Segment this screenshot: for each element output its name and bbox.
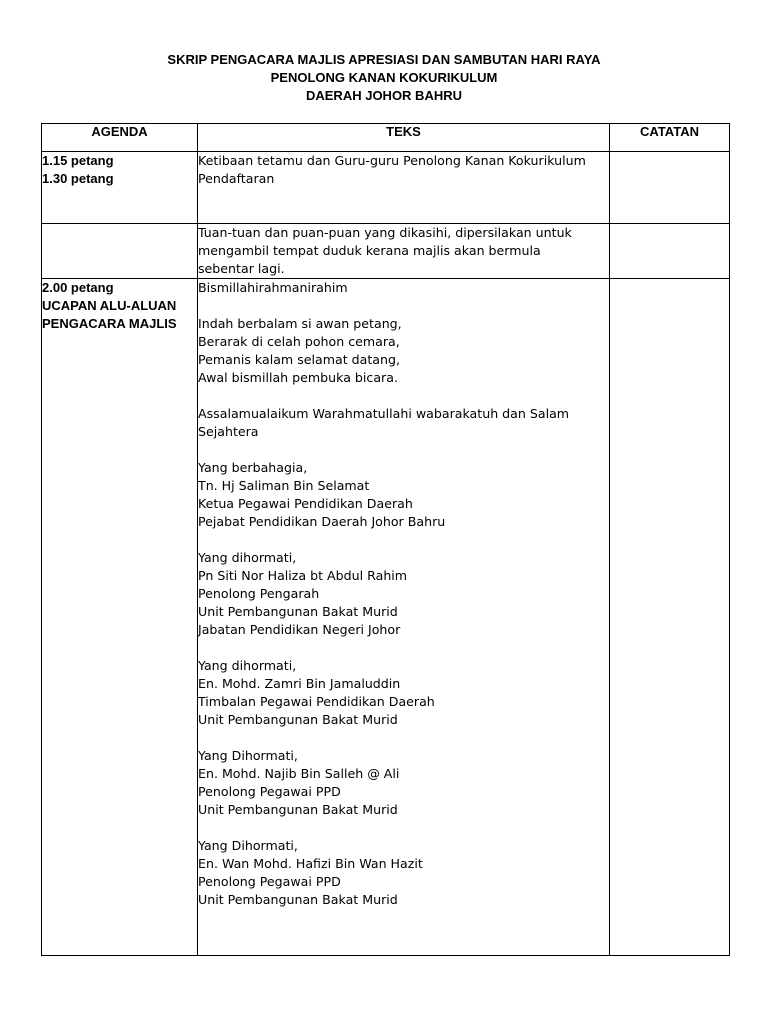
guest-line: Unit Pembangunan Bakat Murid [198,604,398,619]
document-title [0,51,768,105]
guest-line: Pn Siti Nor Haliza bt Abdul Rahim [198,568,408,583]
guest-block [198,747,609,819]
guest-line: En. Mohd. Najib Bin Salleh @ Ali [198,766,400,781]
agenda-time: 1.15 petang [42,153,114,168]
guest-block [198,549,609,639]
paragraph-gap [198,639,609,657]
catatan-cell [610,224,730,279]
teks-cell [198,279,610,956]
table-header-row [42,124,730,152]
pantun-verse [198,315,609,387]
paragraph-gap [198,387,609,405]
guest-line: Ketua Pegawai Pendidikan Daerah [198,496,413,511]
teks-line: mengambil tempat duduk kerana majlis akan bermula [198,243,541,258]
guest-block [198,657,609,729]
header-agenda: AGENDA [42,124,198,152]
guest-line: Pejabat Pendidikan Daerah Johor Bahru [198,514,446,529]
guest-line: Yang Dihormati, [198,838,298,853]
agenda-time: 1.30 petang [42,171,114,186]
guest-line: Yang Dihormati, [198,748,298,763]
table-row [42,279,730,956]
guest-line: Penolong Pegawai PPD [198,784,341,799]
guest-line: En. Wan Mohd. Hafizi Bin Wan Hazit [198,856,423,871]
guest-line: Timbalan Pegawai Pendidikan Daerah [198,694,435,709]
opening-line: Bismillahirahmanirahim [198,280,348,295]
paragraph-gap [198,441,609,459]
table-row [42,224,730,279]
guest-block [198,459,609,531]
guest-line: Yang dihormati, [198,550,297,565]
title-line-1: SKRIP PENGACARA MAJLIS APRESIASI DAN SAMBUTAN HARI RAYA [167,52,601,67]
salam-greeting [198,405,609,441]
paragraph-gap [198,729,609,747]
teks-cell [198,152,610,224]
guest-line: Unit Pembangunan Bakat Murid [198,712,398,727]
catatan-cell [610,152,730,224]
catatan-cell [610,279,730,956]
teks-line: Pendaftaran [198,171,275,186]
guest-line: Penolong Pengarah [198,586,320,601]
guest-line: Unit Pembangunan Bakat Murid [198,892,398,907]
guest-line: En. Mohd. Zamri Bin Jamaluddin [198,676,401,691]
guest-line: Tn. Hj Saliman Bin Selamat [198,478,370,493]
agenda-item: PENGACARA MAJLIS [42,316,177,331]
teks-cell [198,224,610,279]
guest-line: Unit Pembangunan Bakat Murid [198,802,398,817]
agenda-cell [42,224,198,279]
agenda-time: 2.00 petang [42,280,114,295]
script-table [41,123,730,956]
teks-line: sebentar lagi. [198,261,285,276]
paragraph-gap [198,297,609,315]
salam-line: Sejahtera [198,424,259,439]
paragraph-gap [198,819,609,837]
agenda-cell [42,152,198,224]
salam-line: Assalamualaikum Warahmatullahi wabarakatuh dan Salam [198,406,570,421]
guest-line: Yang dihormati, [198,658,297,673]
pantun-line: Pemanis kalam selamat datang, [198,352,400,367]
guest-line: Penolong Pegawai PPD [198,874,341,889]
guest-block [198,837,609,909]
guest-line: Yang berbahagia, [198,460,308,475]
pantun-line: Berarak di celah pohon cemara, [198,334,400,349]
paragraph-gap [198,531,609,549]
title-line-3: DAERAH JOHOR BAHRU [305,88,462,103]
teks-line: Tuan-tuan dan puan-puan yang dikasihi, dipersilakan untuk [198,225,572,240]
agenda-item: UCAPAN ALU-ALUAN [42,298,177,313]
header-teks: TEKS [198,124,610,152]
table-row [42,152,730,224]
header-catatan: CATATAN [610,124,730,152]
teks-line: Ketibaan tetamu dan Guru-guru Penolong Kanan Kokurikulum [198,153,586,168]
pantun-line: Indah berbalam si awan petang, [198,316,402,331]
title-line-2: PENOLONG KANAN KOKURIKULUM [270,70,498,85]
agenda-cell [42,279,198,956]
guest-line: Jabatan Pendidikan Negeri Johor [198,622,401,637]
pantun-line: Awal bismillah pembuka bicara. [198,370,398,385]
